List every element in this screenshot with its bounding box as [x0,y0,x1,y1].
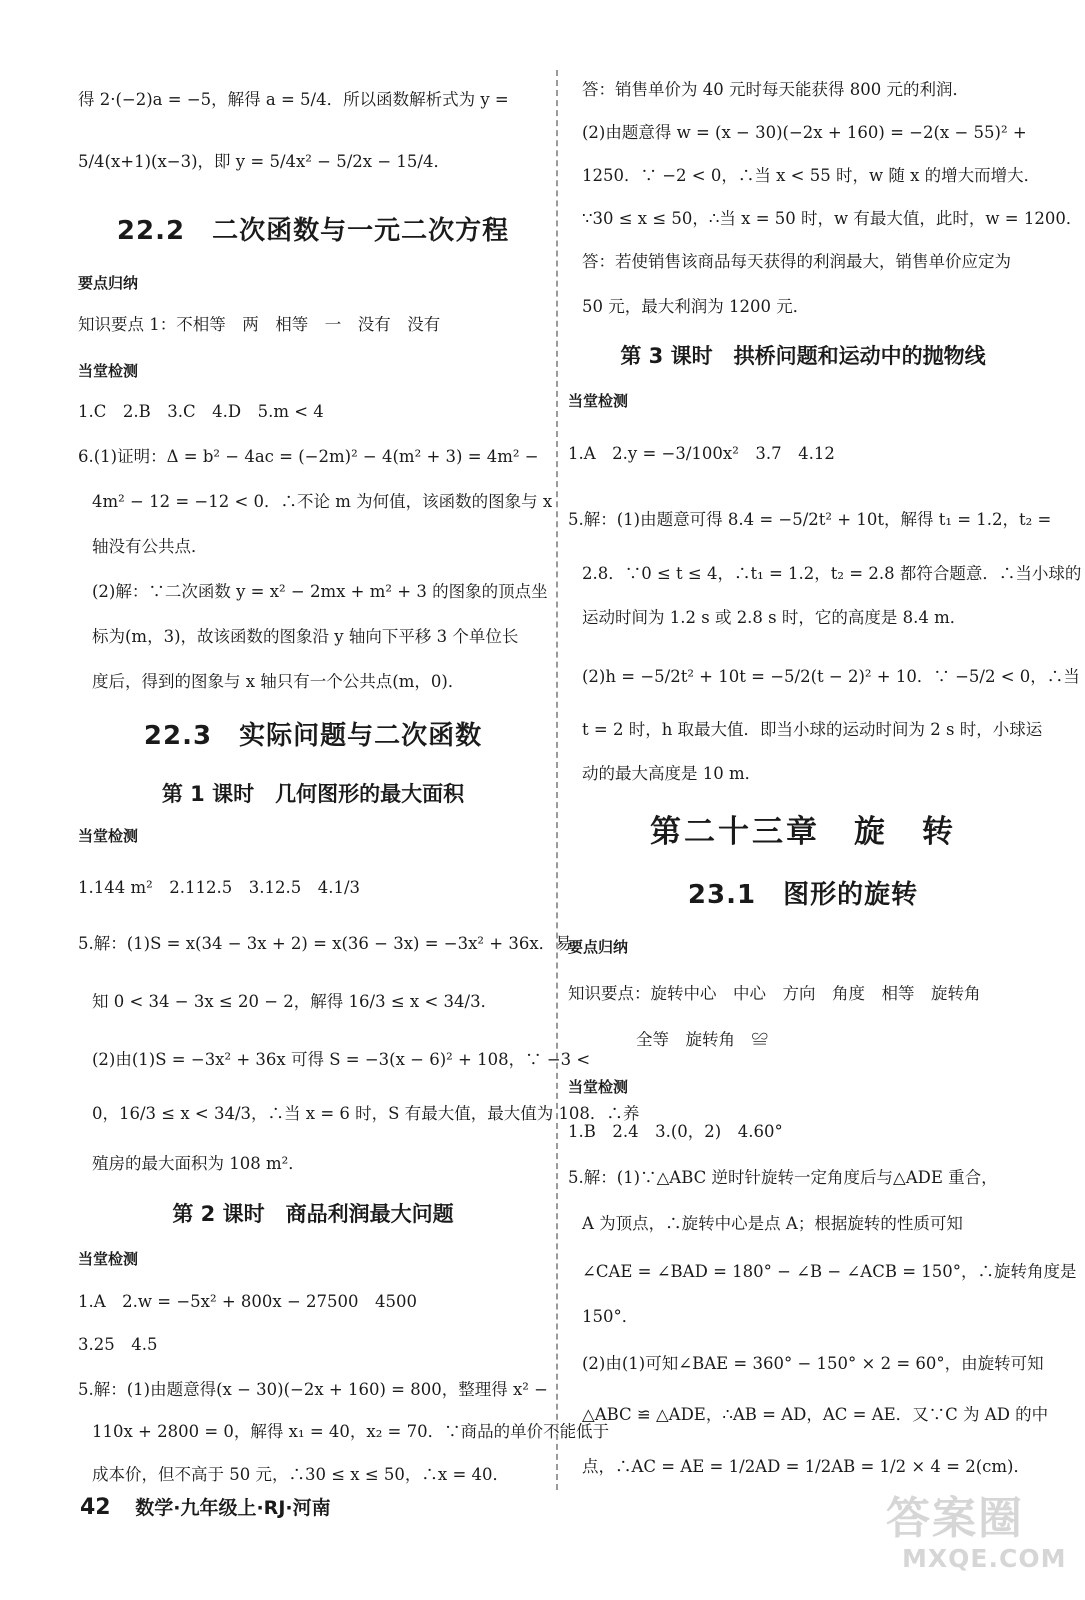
page-number: 42 [80,1495,111,1520]
text-line: 知 0 < 34 − 3x ≤ 20 − 2，解得 16/3 ≤ x < 34/3． [92,992,498,1011]
lesson-heading: 第 1 课时 几何图形的最大面积 [161,782,465,806]
text-line: ∵30 ≤ x ≤ 50，∴当 x = 50 时，w 有最大值，此时，w = 1200． [582,209,1083,228]
text-line: (2)由题意得 w = (x − 30)(−2x + 160) = −2(x − 55)² + [582,123,1027,142]
section-heading: 22.3 实际问题与二次函数 [143,721,483,751]
label-class-check: 当堂检测 [568,1078,629,1096]
text-line: 动的最大高度是 10 m． [582,764,762,783]
text-line: (2)由(1)可知∠BAE = 360° − 150° × 2 = 60°，由旋转可知 [582,1354,1044,1373]
text-line: 5.解：(1)由题意可得 8.4 = −5/2t² + 10t，解得 t₁ = 1.2，t₂ = [568,510,1052,529]
text-line: 标为(m，3)，故该函数的图象沿 y 轴向下平移 3 个单位长 [92,627,519,646]
text-line: (2)h = −5/2t² + 10t = −5/2(t − 2)² + 10．∵ −5/2 < 0，∴当 [582,667,1080,686]
lesson-heading: 第 3 课时 拱桥问题和运动中的抛物线 [620,344,986,368]
answer-line: 1.C 2.B 3.C 4.D 5.m < 4 [78,402,324,421]
text-line: 知识要点 1：不相等 两 相等 一 没有 没有 [78,315,441,334]
section-heading: 22.2 二次函数与一元二次方程 [116,216,510,246]
text-line: 50 元，最大利润为 1200 元． [582,297,810,316]
page-footer [80,1493,331,1520]
book-subtitle: 数学·九年级上·RJ·河南 [135,1497,331,1519]
text-line: 5/4(x+1)(x−3)，即 y = 5/4x² − 5/2x − 15/4． [78,152,450,171]
text-line: 1250．∵ −2 < 0，∴当 x < 55 时，w 随 x 的增大而增大． [582,166,1041,185]
text-line: t = 2 时，h 取最大值．即当小球的运动时间为 2 s 时，小球运 [582,720,1043,739]
text-line: 点，∴AC = AE = 1/2AD = 1/2AB = 1/2 × 4 = 2(cm)． [582,1457,1030,1476]
answer-line: 3.25 4.5 [78,1335,158,1354]
text-line: 6.(1)证明：Δ = b² − 4ac = (−2m)² − 4(m² + 3) = 4m² − [78,447,539,466]
text-line: △ABC ≌ △ADE，∴AB = AD，AC = AE．又∵C 为 AD 的中 [582,1405,1049,1424]
answer-line: 1.A 2.w = −5x² + 800x − 27500 4500 [78,1292,417,1311]
label-class-check: 当堂检测 [78,827,139,845]
text-line: 5.解：(1)∵△ABC 逆时针旋转一定角度后与△ADE 重合， [568,1168,998,1187]
text-line: 轴没有公共点． [92,537,208,556]
watermark-logo [880,1478,1067,1588]
lesson-heading: 第 2 课时 商品利润最大问题 [172,1202,454,1226]
text-line: (2)解：∵二次函数 y = x² − 2mx + m² + 3 的图象的顶点坐 [92,582,548,601]
label-class-check: 当堂检测 [78,1250,139,1268]
text-line: 全等 旋转角 ≌ [636,1030,768,1049]
text-line: (2)由(1)S = −3x² + 36x 可得 S = −3(x − 6)² + 108，∵ −3 < [92,1050,591,1069]
text-line: 度后，得到的图象与 x 轴只有一个公共点(m，0)． [92,672,465,691]
text-line: 殖房的最大面积为 108 m²． [92,1154,305,1173]
text-line: A 为顶点，∴旋转中心是点 A；根据旋转的性质可知 [582,1214,963,1233]
answer-line: 1.A 2.y = −3/100x² 3.7 4.12 [568,444,835,463]
text-line: 成本价，但不高于 50 元，∴30 ≤ x ≤ 50，∴x = 40． [92,1465,510,1484]
column-divider [556,70,558,1490]
text-line: 答：销售单价为 40 元时每天能获得 800 元的利润． [582,80,969,99]
text-line: 0，16/3 ≤ x < 34/3，∴当 x = 6 时，S 有最大值，最大值为 108．∴养 [92,1104,640,1123]
text-line: 2.8．∵0 ≤ t ≤ 4，∴t₁ = 1.2，t₂ = 2.8 都符合题意．∴当小球的 [582,564,1082,583]
label-key-points: 要点归纳 [568,938,629,956]
label-key-points: 要点归纳 [78,274,139,292]
text-line: 知识要点：旋转中心 中心 方向 角度 相等 旋转角 [568,984,981,1003]
text-line: 得 2·(−2)a = −5，解得 a = 5/4．所以函数解析式为 y = [78,90,509,109]
text-line: ∠CAE = ∠BAD = 180° − ∠B − ∠ACB = 150°，∴旋转角度是 [582,1262,1077,1281]
watermark-text: 答案圈 [886,1493,1024,1544]
label-class-check: 当堂检测 [568,392,629,410]
text-line: 5.解：(1)由题意得(x − 30)(−2x + 160) = 800，整理得 x² − [78,1380,548,1399]
answer-line: 1.B 2.4 3.(0，2) 4.60° [568,1122,783,1141]
text-line: 答：若使销售该商品每天获得的利润最大，销售单价应定为 [582,252,1011,271]
text-line: 110x + 2800 = 0，解得 x₁ = 40，x₂ = 70．∵商品的单价不能低于 [92,1422,610,1441]
answer-line: 1.144 m² 2.112.5 3.12.5 4.1/3 [78,878,360,897]
text-line: 运动时间为 1.2 s 或 2.8 s 时，它的高度是 8.4 m． [582,608,967,627]
section-heading: 23.1 图形的旋转 [687,880,919,910]
text-line: 5.解：(1)S = x(34 − 3x + 2) = x(36 − 3x) = −3x² + 36x．易 [78,934,572,953]
text-line: 4m² − 12 = −12 < 0．∴不论 m 为何值，该函数的图象与 x [92,492,553,511]
text-line: 150°． [582,1307,639,1326]
watermark-url: MXQE.COM [902,1544,1067,1573]
chapter-heading: 第二十三章 旋 转 [650,814,956,850]
label-class-check: 当堂检测 [78,362,139,380]
